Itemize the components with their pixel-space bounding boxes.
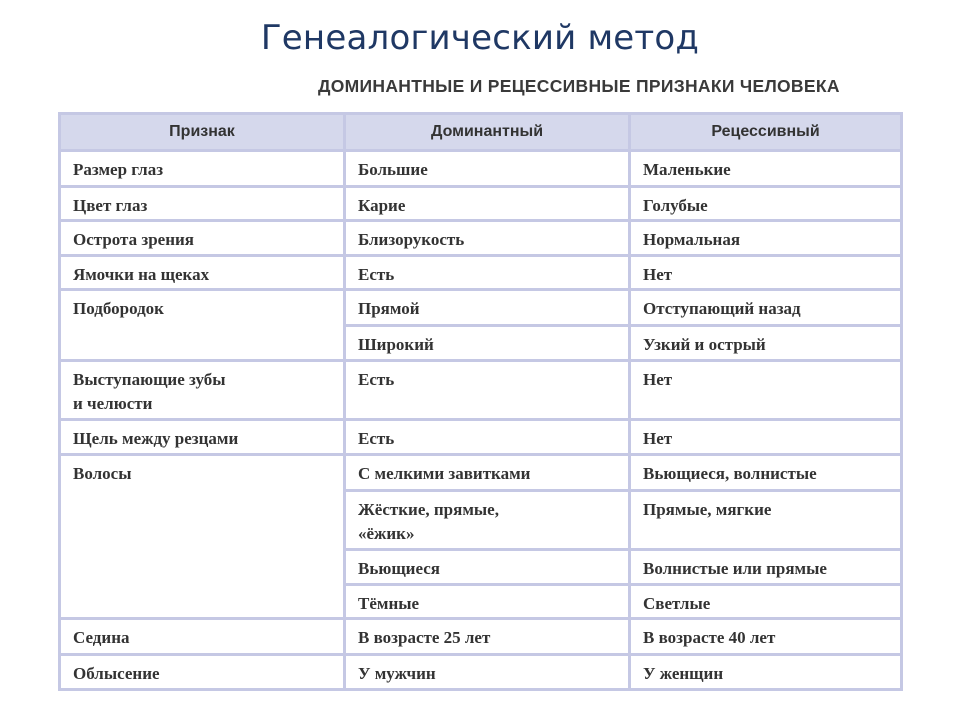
cell-recessive: Узкий и острый	[630, 326, 902, 361]
cell-dominant: Широкий	[345, 326, 630, 361]
cell-recessive: Нет	[630, 361, 902, 420]
table-row	[60, 619, 902, 655]
cell-trait-line: Выступающие зубы	[73, 370, 226, 389]
table-row	[60, 151, 902, 187]
table-caption: ДОМИНАНТНЫЕ И РЕЦЕССИВНЫЕ ПРИЗНАКИ ЧЕЛОВЕКА	[318, 76, 840, 96]
cell-recessive: Нормальная	[630, 221, 902, 256]
cell-recessive: В возрасте 40 лет	[630, 619, 902, 655]
header-dominant: Доминантный	[345, 114, 630, 151]
table-row	[60, 361, 902, 420]
header-recessive: Рецессивный	[630, 114, 902, 151]
cell-dominant: В возрасте 25 лет	[345, 619, 630, 655]
cell-trait: Подбородок	[60, 290, 345, 361]
cell-dominant: Прямой	[345, 290, 630, 326]
cell-trait: Щель между резцами	[60, 420, 345, 455]
table-row	[60, 221, 902, 256]
table-row	[60, 455, 902, 491]
cell-trait: Седина	[60, 619, 345, 655]
table-row	[60, 420, 902, 455]
cell-dominant: Тёмные	[345, 585, 630, 619]
cell-recessive: Нет	[630, 420, 902, 455]
cell-dominant: Вьющиеся	[345, 550, 630, 585]
cell-trait: Острота зрения	[60, 221, 345, 256]
cell-dominant: Есть	[345, 420, 630, 455]
cell-dominant: С мелкими завитками	[345, 455, 630, 491]
cell-trait	[60, 361, 345, 420]
cell-trait: Цвет глаз	[60, 187, 345, 221]
cell-recessive: Вьющиеся, волнистые	[630, 455, 902, 491]
cell-dominant	[345, 491, 630, 550]
cell-dominant-line: Жёсткие, прямые,	[358, 500, 499, 519]
table-row	[60, 655, 902, 690]
cell-trait: Волосы	[60, 455, 345, 619]
slide-title: Генеалогический метод	[260, 18, 700, 58]
table-row	[60, 187, 902, 221]
cell-dominant: Карие	[345, 187, 630, 221]
table-header-row	[60, 114, 902, 151]
traits-table	[58, 112, 903, 691]
cell-dominant-line: «ёжик»	[358, 524, 415, 543]
cell-recessive: Маленькие	[630, 151, 902, 187]
table-row	[60, 290, 902, 326]
cell-trait: Облысение	[60, 655, 345, 690]
cell-recessive: У женщин	[630, 655, 902, 690]
header-trait: Признак	[60, 114, 345, 151]
cell-trait: Размер глаз	[60, 151, 345, 187]
cell-recessive: Прямые, мягкие	[630, 491, 902, 550]
cell-trait: Ямочки на щеках	[60, 256, 345, 290]
cell-dominant: Есть	[345, 361, 630, 420]
cell-trait-line: и челюсти	[73, 394, 153, 413]
cell-recessive: Нет	[630, 256, 902, 290]
cell-recessive: Голубые	[630, 187, 902, 221]
cell-dominant: Большие	[345, 151, 630, 187]
cell-recessive: Светлые	[630, 585, 902, 619]
table-row	[60, 256, 902, 290]
cell-recessive: Волнистые или прямые	[630, 550, 902, 585]
cell-dominant: Близорукость	[345, 221, 630, 256]
cell-dominant: Есть	[345, 256, 630, 290]
cell-dominant: У мужчин	[345, 655, 630, 690]
cell-recessive: Отступающий назад	[630, 290, 902, 326]
